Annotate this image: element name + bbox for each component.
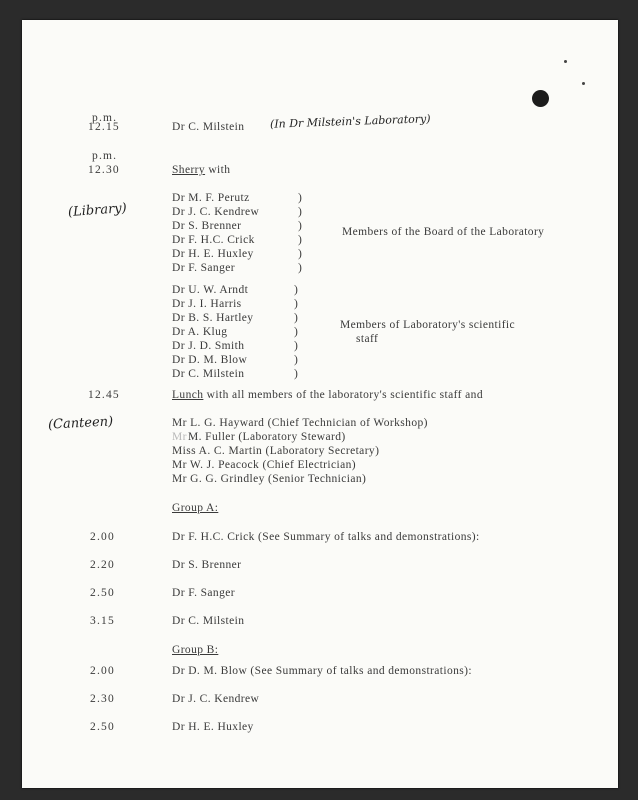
- scientist-member: Dr J. I. Harris: [172, 298, 242, 310]
- board-label: Members of the Board of the Laboratory: [342, 226, 545, 238]
- group-b-title: Group B:: [172, 644, 219, 656]
- group-a-time: 2.50: [90, 587, 115, 599]
- lunch-line: [172, 389, 483, 402]
- scientist-member: Dr A. Klug: [172, 326, 228, 338]
- group-a-time: 2.20: [90, 559, 115, 571]
- lunch-rest: with all members of the laboratory's scientific staff and: [206, 389, 483, 401]
- board-member: Dr M. F. Perutz: [172, 192, 250, 204]
- staff-line: Mr L. G. Hayward (Chief Technician of Workshop): [172, 417, 428, 429]
- handwritten-canteen: (Canteen): [47, 414, 114, 433]
- bracket-mark: ): [294, 326, 298, 338]
- bracket-mark: ): [294, 340, 298, 352]
- scientist-member: Dr C. Milstein: [172, 368, 245, 380]
- bracket-mark: ): [298, 192, 302, 204]
- bracket-mark: ): [294, 284, 298, 296]
- group-a-entry: Dr C. Milstein: [172, 615, 245, 627]
- group-b-entry: Dr D. M. Blow (See Summary of talks and demonstrations):: [172, 665, 472, 677]
- punch-hole: [532, 90, 549, 107]
- group-b-entry: Dr H. E. Huxley: [172, 721, 254, 733]
- document-page: [22, 20, 618, 788]
- group-a-time: 3.15: [90, 615, 115, 627]
- time-1215: 12.15: [88, 121, 120, 133]
- group-b-time: 2.00: [90, 665, 115, 677]
- pm-label: p.m.: [92, 112, 118, 124]
- scientist-member: Dr B. S. Hartley: [172, 312, 254, 324]
- time-1230: 12.30: [88, 164, 120, 176]
- scientist-member: Dr U. W. Arndt: [172, 284, 249, 296]
- group-b-entry: Dr J. C. Kendrew: [172, 693, 260, 705]
- scientist-member: Dr J. D. Smith: [172, 340, 245, 352]
- handwritten-lab-note: (In Dr Milstein's Laboratory): [269, 112, 431, 131]
- bracket-mark: ): [294, 354, 298, 366]
- group-a-time: 2.00: [90, 531, 115, 543]
- sherry-line: [172, 164, 230, 177]
- board-member: Dr S. Brenner: [172, 220, 242, 232]
- lunch-label: Lunch: [172, 389, 204, 401]
- sherry-rest: with: [208, 164, 231, 176]
- speck-mark: [564, 60, 567, 63]
- handwritten-library: (Library): [67, 200, 128, 221]
- pm-label: p.m.: [92, 150, 118, 162]
- staff-line: Mr G. G. Grindley (Senior Technician): [172, 473, 367, 485]
- group-a-entry: Dr S. Brenner: [172, 559, 242, 571]
- board-member: Dr J. C. Kendrew: [172, 206, 260, 218]
- time-1245: 12.45: [88, 389, 120, 401]
- group-b-time: 2.50: [90, 721, 115, 733]
- staff-line: Miss A. C. Martin (Laboratory Secretary): [172, 445, 380, 457]
- board-member: Dr F. H.C. Crick: [172, 234, 255, 246]
- bracket-mark: ): [298, 248, 302, 260]
- group-a-entry: Dr F. H.C. Crick (See Summary of talks and demonstrations):: [172, 531, 480, 543]
- staff-line: Mr W. J. Peacock (Chief Electrician): [172, 459, 356, 471]
- group-b-time: 2.30: [90, 693, 115, 705]
- bracket-mark: ): [298, 220, 302, 232]
- milstein-visit: Dr C. Milstein: [172, 121, 245, 133]
- scientific-label-line2: staff: [356, 333, 379, 345]
- bracket-mark: ): [294, 368, 298, 380]
- bracket-mark: ): [298, 262, 302, 274]
- sherry-label: Sherry: [172, 164, 206, 176]
- group-a-entry: Dr F. Sanger: [172, 587, 235, 599]
- bracket-mark: ): [294, 298, 298, 310]
- group-a-title: Group A:: [172, 502, 219, 514]
- bracket-mark: ): [298, 234, 302, 246]
- bracket-mark: ): [298, 206, 302, 218]
- bracket-mark: ): [294, 312, 298, 324]
- speck-mark: [582, 82, 585, 85]
- board-member: Dr H. E. Huxley: [172, 248, 254, 260]
- scientific-label-line1: Members of Laboratory's scientific: [340, 319, 516, 331]
- faint-prefix: Mr: [172, 431, 187, 443]
- staff-line: M. Fuller (Laboratory Steward): [188, 431, 346, 443]
- board-member: Dr F. Sanger: [172, 262, 235, 274]
- scientist-member: Dr D. M. Blow: [172, 354, 248, 366]
